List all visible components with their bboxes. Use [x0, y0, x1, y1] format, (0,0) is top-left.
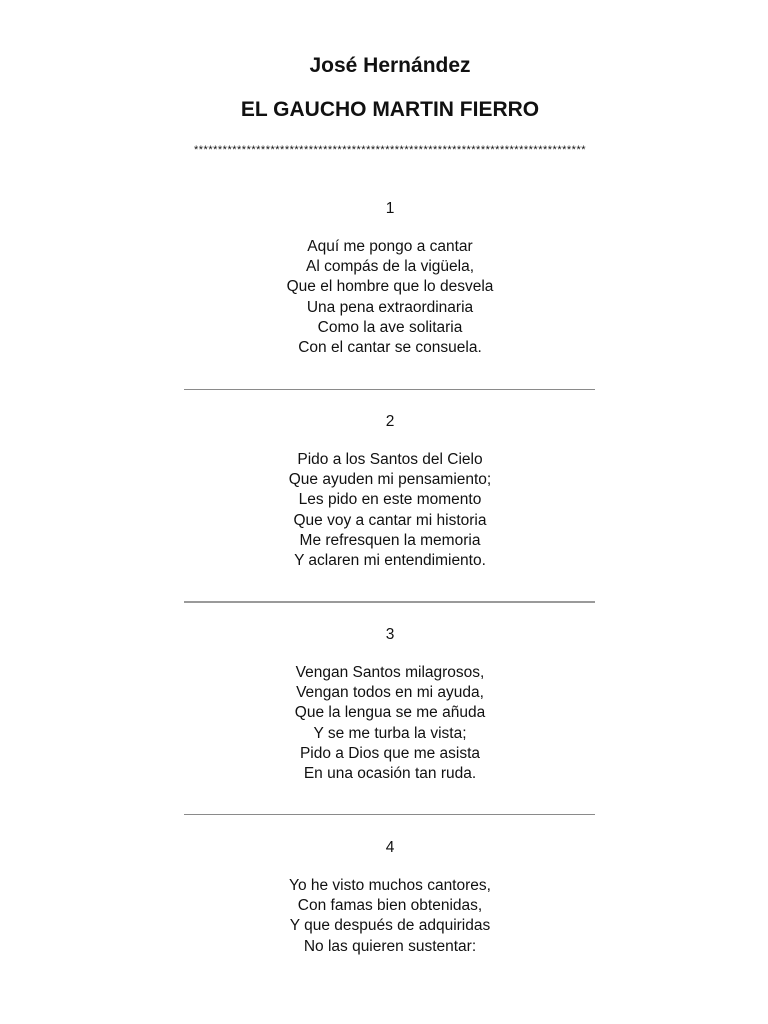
- verse-line: Vengan Santos milagrosos,: [295, 664, 485, 681]
- verse-line: Que la lengua se me añuda: [294, 704, 486, 722]
- stanza-3: [0, 625, 768, 784]
- verse-line: Que ayuden mi pensamiento;: [288, 471, 492, 489]
- verse-line: No las quieren sustentar:: [303, 937, 477, 955]
- verse-line: Y aclaren mi entendimiento.: [294, 552, 486, 570]
- stanza-number: 2: [385, 413, 395, 430]
- stanza-divider: [184, 389, 595, 390]
- stanza-2: [0, 412, 768, 571]
- verse-line: Pido a los Santos del Cielo: [297, 451, 483, 468]
- poem-title: EL GAUCHO MARTIN FIERRO: [240, 98, 540, 121]
- stanza-1: [0, 199, 768, 358]
- verse-line: Una pena extraordinaria: [306, 298, 474, 316]
- stanza-4: [0, 838, 768, 957]
- verse-line: Como la ave solitaria: [317, 318, 463, 336]
- stanza-number: 4: [385, 839, 395, 856]
- verse-line: Les pido en este momento: [298, 491, 482, 509]
- verse-line: Pido a Dios que me asista: [299, 744, 481, 762]
- verse-line: Con famas bien obtenidas,: [297, 897, 483, 915]
- asterisk-separator: **********************************************************************************: [193, 144, 587, 156]
- verse-line: Yo he visto muchos cantores,: [289, 877, 491, 894]
- verse-line: Que voy a cantar mi historia: [293, 511, 487, 529]
- stanza-divider: [184, 601, 595, 603]
- verse-line: Vengan todos en mi ayuda,: [296, 684, 484, 702]
- verse-line: Y se me turba la vista;: [313, 724, 467, 742]
- verse-line: Con el cantar se consuela.: [298, 339, 482, 357]
- stanza-divider: [184, 814, 595, 815]
- verse-line: Y que después de adquiridas: [289, 917, 491, 935]
- author-name: José Hernández: [309, 54, 471, 77]
- verse-line: Que el hombre que lo desvela: [286, 278, 494, 296]
- verse-line: Al compás de la vigüela,: [305, 258, 474, 276]
- stanza-number: 1: [385, 200, 395, 217]
- verse-line: En una ocasión tan ruda.: [303, 765, 477, 783]
- verse-line: Aquí me pongo a cantar: [307, 238, 473, 255]
- verse-line: Me refresquen la memoria: [299, 531, 481, 549]
- stanza-number: 3: [385, 626, 395, 643]
